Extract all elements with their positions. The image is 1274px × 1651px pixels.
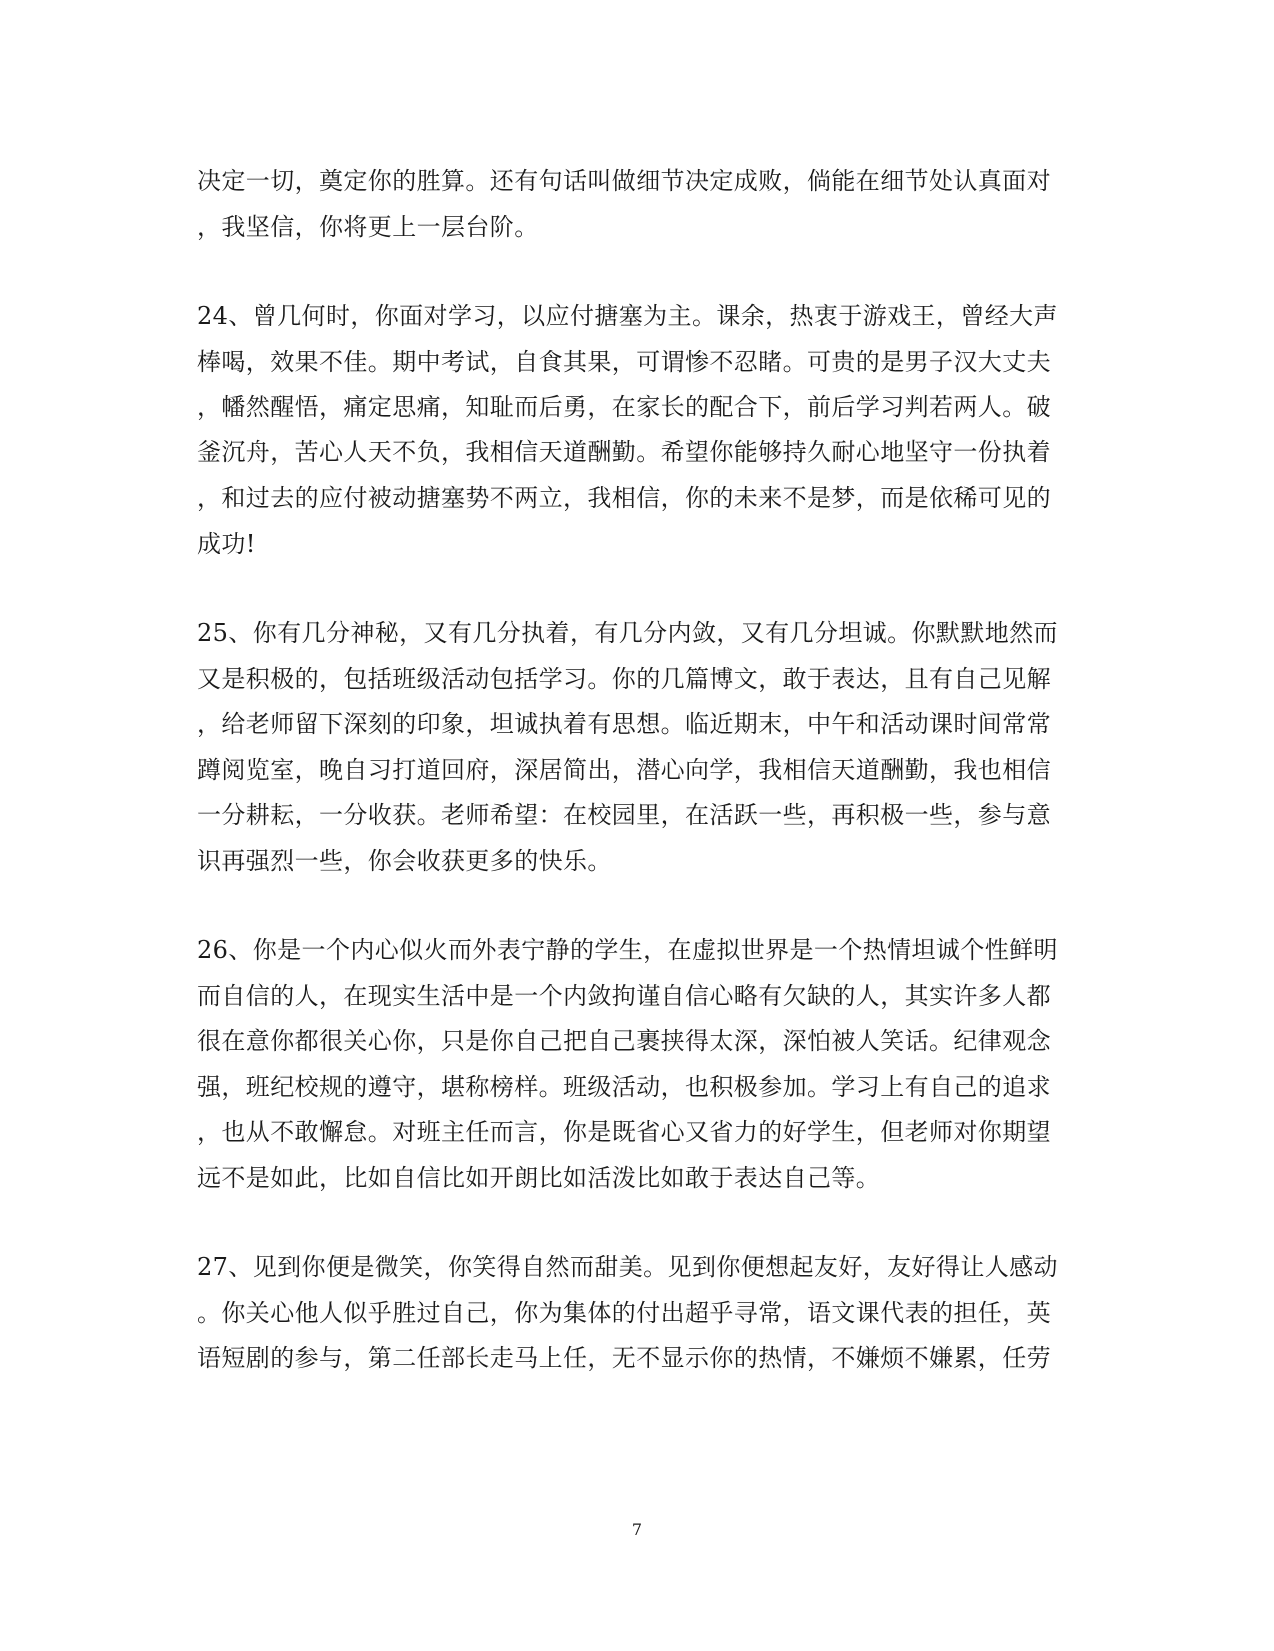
text-line: ，和过去的应付被动搪塞势不两立，我相信，你的未来不是梦，而是依稀可见的 [197, 484, 1051, 512]
text-line: 26、你是一个内心似火而外表宁静的学生，在虚拟世界是一个热情坦诚个性鲜明 [197, 936, 1058, 964]
text-line: 而自信的人，在现实生活中是一个内敛拘谨自信心略有欠缺的人，其实许多人都 [197, 982, 1051, 1010]
text-line: 25、你有几分神秘，又有几分执着，有几分内敛，又有几分坦诚。你默默地然而 [197, 619, 1058, 647]
text-line: ，幡然醒悟，痛定思痛，知耻而后勇，在家长的配合下，前后学习判若两人。破 [197, 393, 1051, 421]
text-line: 成功! [197, 530, 256, 558]
text-line: 一分耕耘，一分收获。老师希望：在校园里，在活跃一些，再积极一些，参与意 [197, 801, 1051, 829]
text-line: 语短剧的参与，第二任部长走马上任，无不显示你的热情，不嫌烦不嫌累，任劳 [197, 1344, 1051, 1372]
text-line: 27、见到你便是微笑，你笑得自然而甜美。见到你便想起友好，友好得让人感动 [197, 1253, 1058, 1281]
text-line: 很在意你都很关心你，只是你自己把自己裹挟得太深，深怕被人笑话。纪律观念 [197, 1027, 1051, 1055]
text-line: 24、曾几何时，你面对学习，以应付搪塞为主。课余，热衷于游戏王，曾经大声 [197, 302, 1058, 330]
text-line: ，我坚信，你将更上一层台阶。 [197, 213, 539, 241]
text-line: 强，班纪校规的遵守，堪称榜样。班级活动，也积极参加。学习上有自己的追求 [197, 1073, 1051, 1101]
text-line: 远不是如此，比如自信比如开朗比如活泼比如敢于表达自己等。 [197, 1164, 881, 1192]
text-line: 识再强烈一些，你会收获更多的快乐。 [197, 847, 612, 875]
text-line: ，给老师留下深刻的印象，坦诚执着有思想。临近期末，中午和活动课时间常常 [197, 710, 1051, 738]
text-line: ，也从不敢懈怠。对班主任而言，你是既省心又省力的好学生，但老师对你期望 [197, 1118, 1051, 1146]
text-line: 又是积极的，包括班级活动包括学习。你的几篇博文，敢于表达，且有自己见解 [197, 665, 1051, 693]
text-line: 决定一切，奠定你的胜算。还有句话叫做细节决定成败，倘能在细节处认真面对 [197, 167, 1051, 195]
text-line: 。你关心他人似乎胜过自己，你为集体的付出超乎寻常，语文课代表的担任，英 [197, 1299, 1051, 1327]
text-line: 蹲阅览室，晚自习打道回府，深居简出，潜心向学，我相信天道酬勤，我也相信 [197, 756, 1051, 784]
page-number: 7 [631, 1520, 643, 1539]
text-line: 釜沉舟，苦心人天不负，我相信天道酬勤。希望你能够持久耐心地坚守一份执着 [197, 438, 1051, 466]
text-line: 棒喝，效果不佳。期中考试，自食其果，可谓惨不忍睹。可贵的是男子汉大丈夫 [197, 348, 1051, 376]
